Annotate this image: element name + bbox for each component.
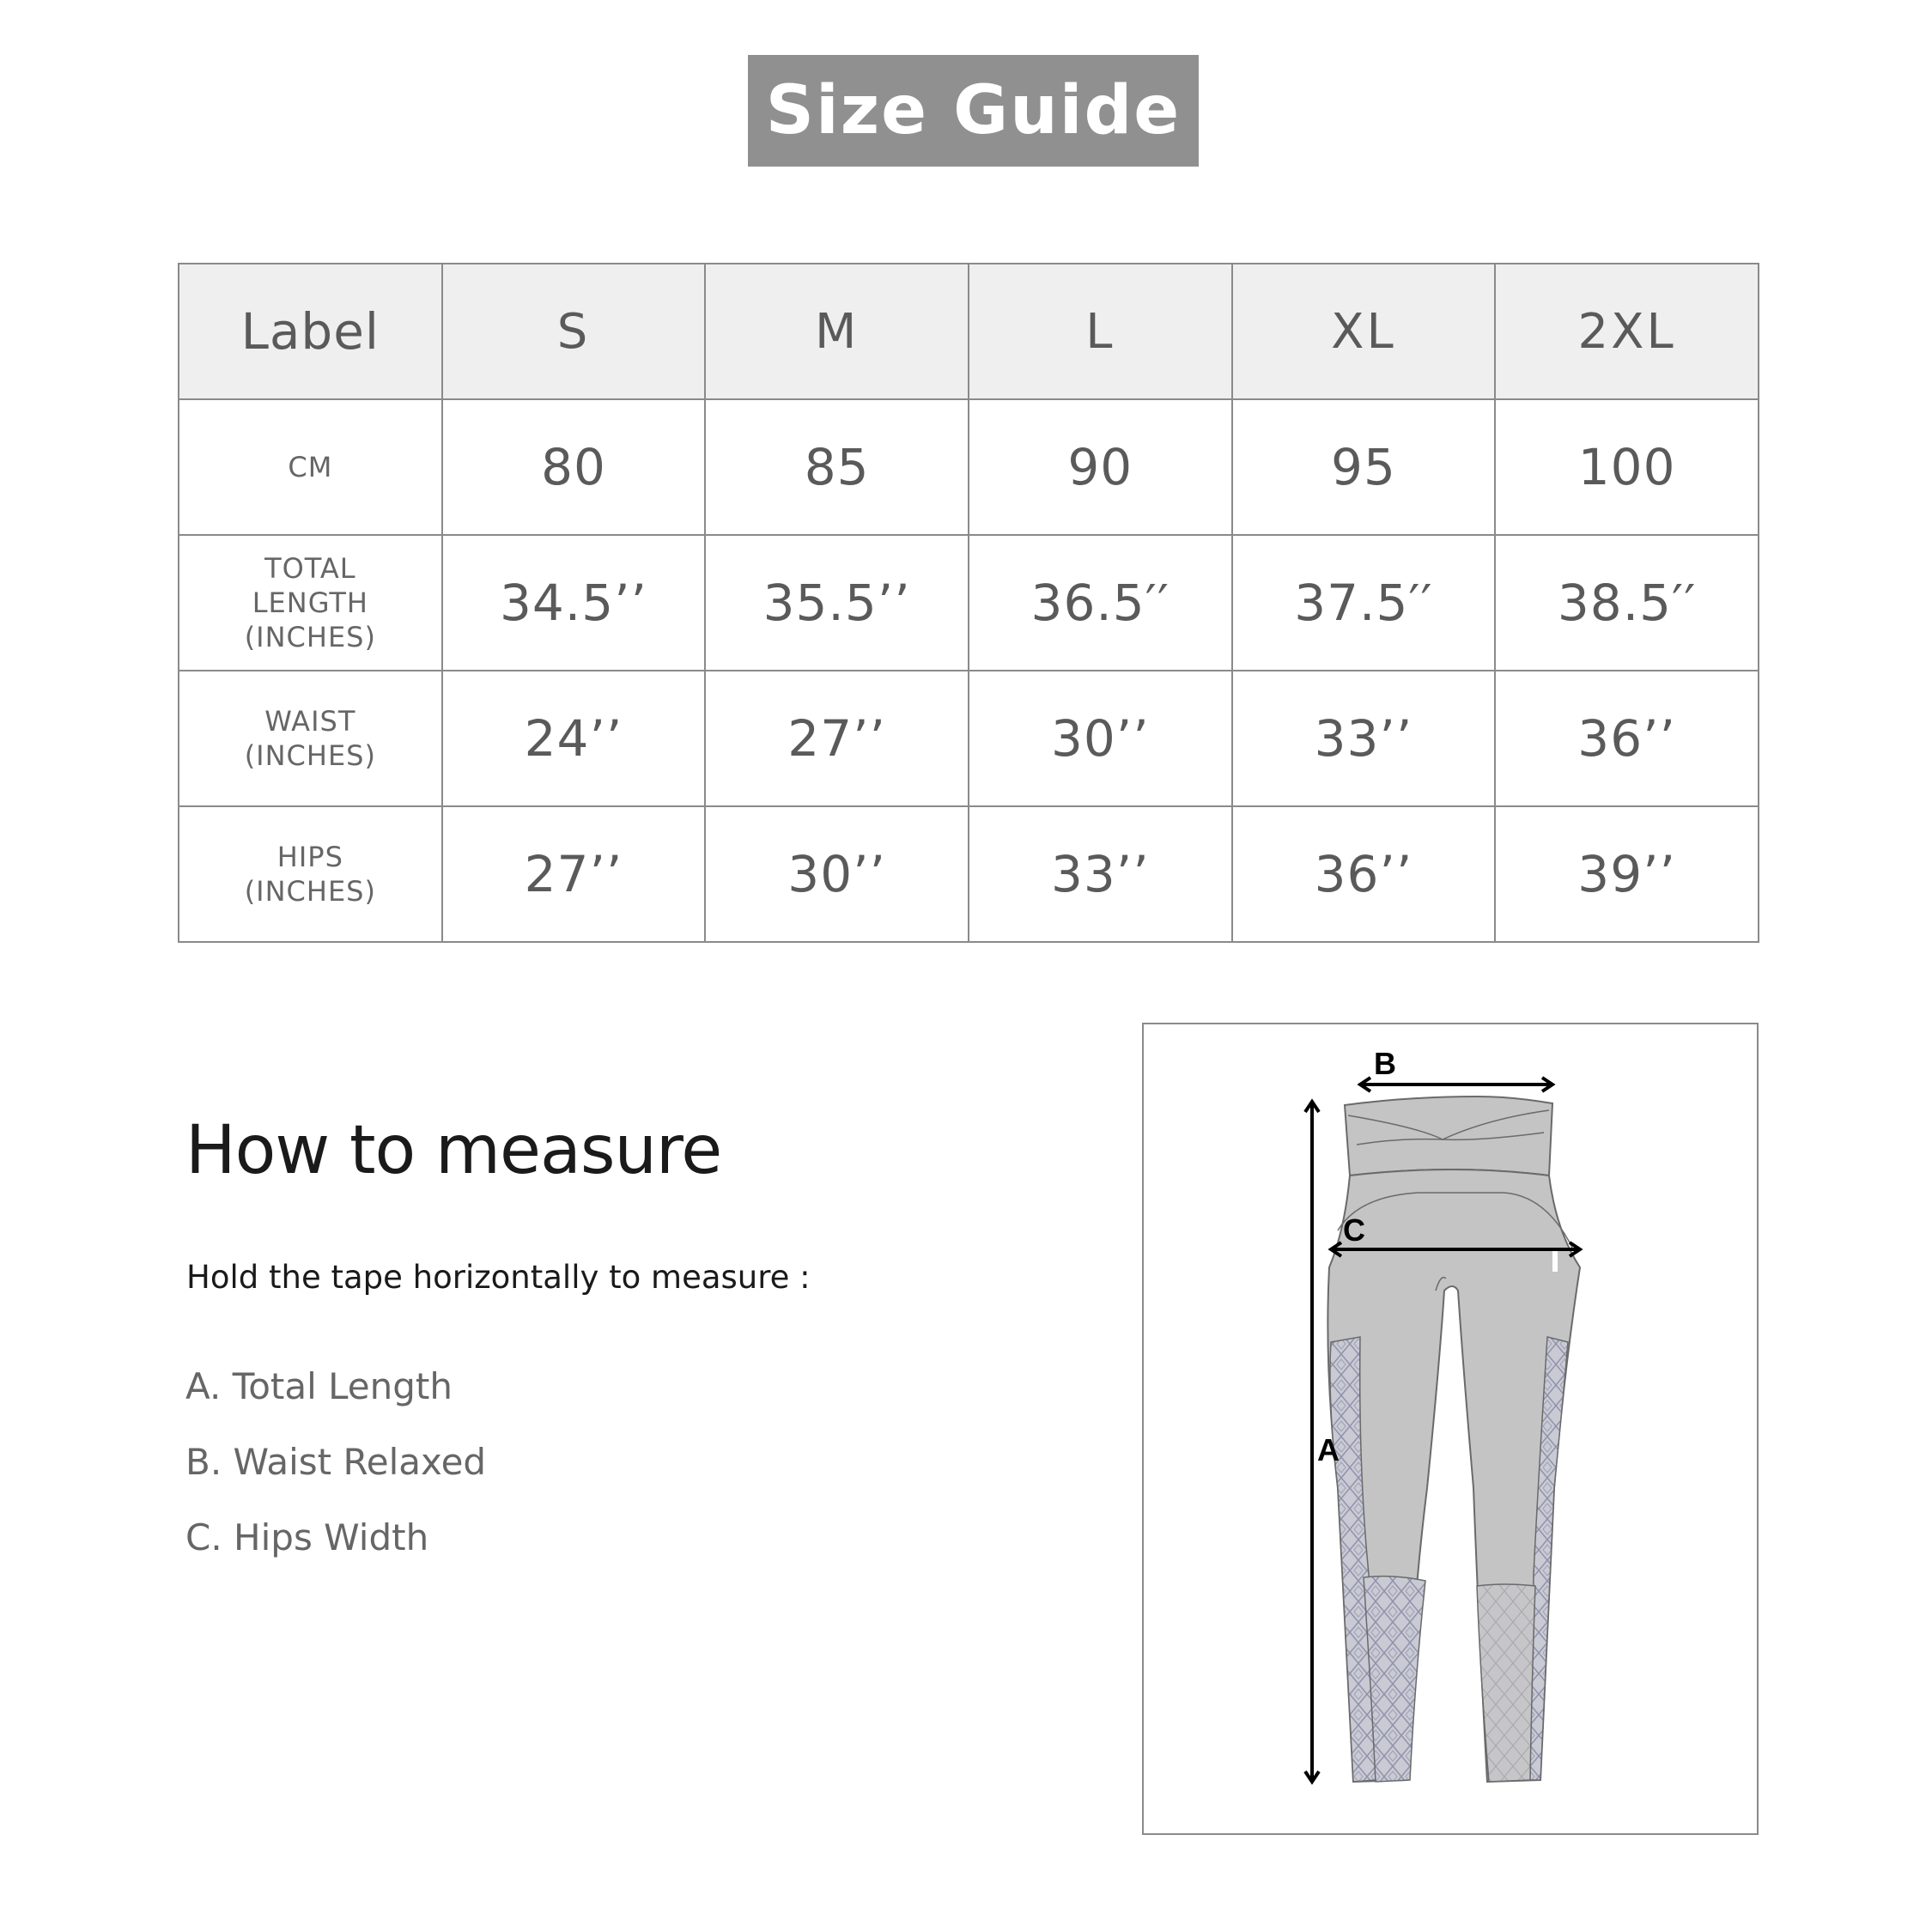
column-header-l: L [969,264,1232,399]
leggings-illustration [1144,1024,1760,1837]
measurement-list [185,1362,486,1589]
table-cell: 80 [442,399,706,535]
table-row-hips [179,806,1759,942]
column-header-m: M [705,264,969,399]
column-header-xl: XL [1232,264,1496,399]
column-header-2xl: 2XL [1495,264,1759,399]
table-row-cm [179,399,1759,535]
table-header-row [179,264,1759,399]
table-cell: 33’’ [969,806,1232,942]
table-cell: 37.5′′ [1232,535,1496,671]
logo-mark [1552,1249,1558,1272]
how-to-measure-instruction: Hold the tape horizontally to measure : [186,1259,811,1296]
table-row-total-length [179,535,1759,671]
table-cell: 27’’ [705,671,969,806]
table-row-waist [179,671,1759,806]
table-cell: 85 [705,399,969,535]
table-cell: 90 [969,399,1232,535]
list-item-total-length: A. Total Length [185,1365,453,1407]
leggings-diagram [1142,1023,1759,1835]
table-cell: 36’’ [1232,806,1496,942]
table-cell: 33’’ [1232,671,1496,806]
table-cell: 36’’ [1495,671,1759,806]
table-cell: 95 [1232,399,1496,535]
table-cell: 38.5′′ [1495,535,1759,671]
table-cell: 24’’ [442,671,706,806]
size-guide-title: Size Guide [748,55,1199,167]
size-table [178,263,1759,943]
table-cell: 36.5′′ [969,535,1232,671]
table-cell: 35.5’’ [705,535,969,671]
table-cell: 27’’ [442,806,706,942]
list-item-hips-width: C. Hips Width [185,1516,429,1558]
column-header-label: Label [179,264,442,399]
row-label: HIPS (INCHES) [179,806,442,942]
row-label: WAIST (INCHES) [179,671,442,806]
waistband [1345,1097,1552,1176]
list-item-waist-relaxed: B. Waist Relaxed [185,1441,487,1483]
label-c: C [1343,1212,1365,1248]
table-cell: 39’’ [1495,806,1759,942]
row-label: TOTAL LENGTH (INCHES) [179,535,442,671]
how-to-measure-heading: How to measure [185,1112,722,1189]
label-a: A [1317,1432,1340,1467]
label-b: B [1374,1046,1396,1081]
table-cell: 30’’ [969,671,1232,806]
column-header-s: S [442,264,706,399]
table-cell: 34.5’’ [442,535,706,671]
table-cell: 100 [1495,399,1759,535]
row-label: CM [179,399,442,535]
table-cell: 30’’ [705,806,969,942]
